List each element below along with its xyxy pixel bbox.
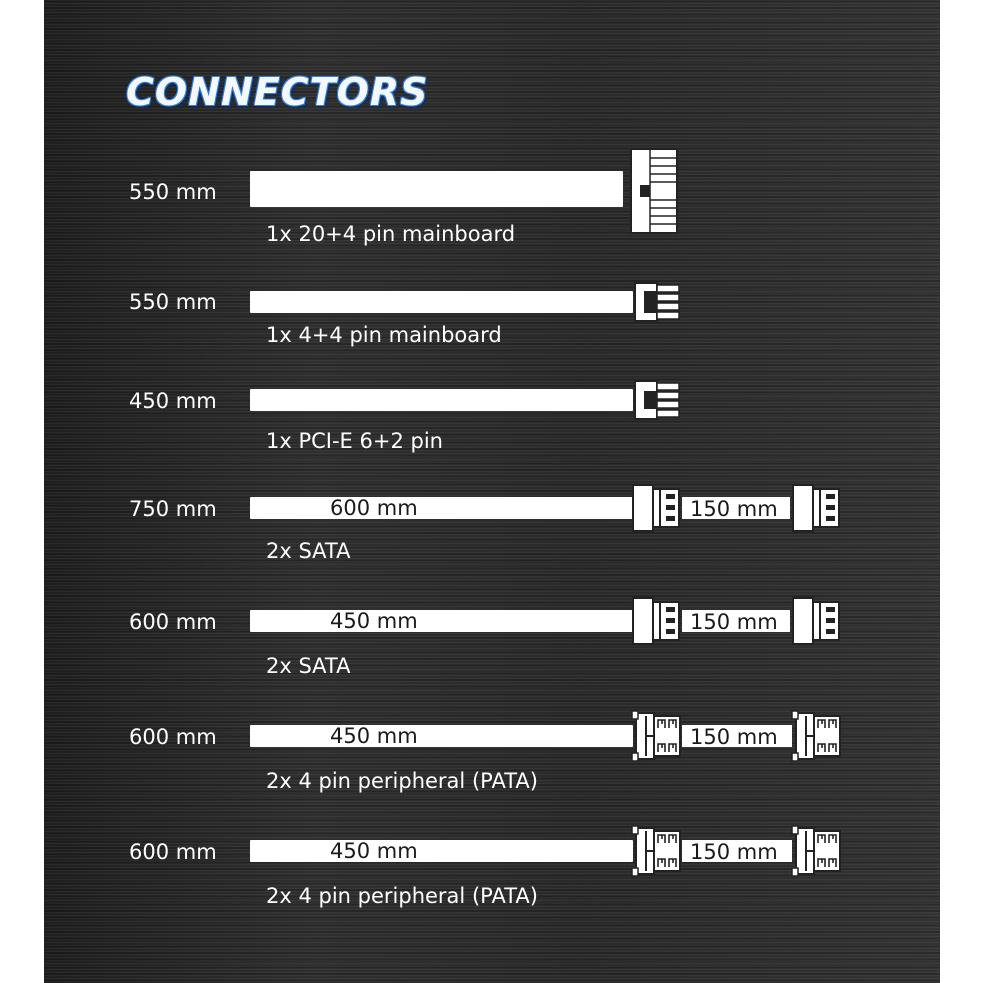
second-segment-length: 150 mm <box>690 497 778 521</box>
cable-total-length: 600 mm <box>129 610 217 634</box>
cable-name: 1x 20+4 pin mainboard <box>266 222 516 246</box>
sata-connector-icon <box>792 597 842 645</box>
second-segment-length: 150 mm <box>690 725 778 749</box>
cable-bar <box>250 171 623 207</box>
pcie-connector-icon <box>634 380 682 420</box>
second-segment-length: 150 mm <box>690 840 778 864</box>
cable-total-length: 600 mm <box>129 840 217 864</box>
molex-connector-icon <box>632 825 682 877</box>
sata-connector-icon <box>632 597 682 645</box>
first-segment-length: 450 mm <box>330 609 418 633</box>
4+4-pin-connector-icon <box>634 282 682 322</box>
cable-name: 2x 4 pin peripheral (PATA) <box>266 884 538 908</box>
first-segment-length: 450 mm <box>330 839 418 863</box>
page-title: CONNECTORS <box>126 70 429 114</box>
20+4-pin-connector-icon <box>630 148 680 234</box>
cable-total-length: 550 mm <box>129 180 217 204</box>
cable-name: 1x 4+4 pin mainboard <box>266 323 502 347</box>
cable-name: 2x 4 pin peripheral (PATA) <box>266 769 538 793</box>
cable-total-length: 450 mm <box>129 389 217 413</box>
cable-name: 1x PCI-E 6+2 pin <box>266 429 443 453</box>
cable-bar <box>250 840 633 862</box>
molex-connector-icon <box>792 710 842 762</box>
cable-bar <box>250 497 633 519</box>
cable-total-length: 750 mm <box>129 497 217 521</box>
molex-connector-icon <box>792 825 842 877</box>
second-segment-length: 150 mm <box>690 610 778 634</box>
molex-connector-icon <box>632 710 682 762</box>
cable-bar <box>250 291 633 313</box>
cable-bar <box>250 610 633 632</box>
sata-connector-icon <box>632 484 682 532</box>
cable-bar <box>250 725 633 747</box>
cable-total-length: 550 mm <box>129 290 217 314</box>
cable-total-length: 600 mm <box>129 725 217 749</box>
first-segment-length: 450 mm <box>330 724 418 748</box>
first-segment-length: 600 mm <box>330 496 418 520</box>
cable-name: 2x SATA <box>266 539 351 563</box>
cable-name: 2x SATA <box>266 654 351 678</box>
cable-bar <box>250 389 633 411</box>
sata-connector-icon <box>792 484 842 532</box>
